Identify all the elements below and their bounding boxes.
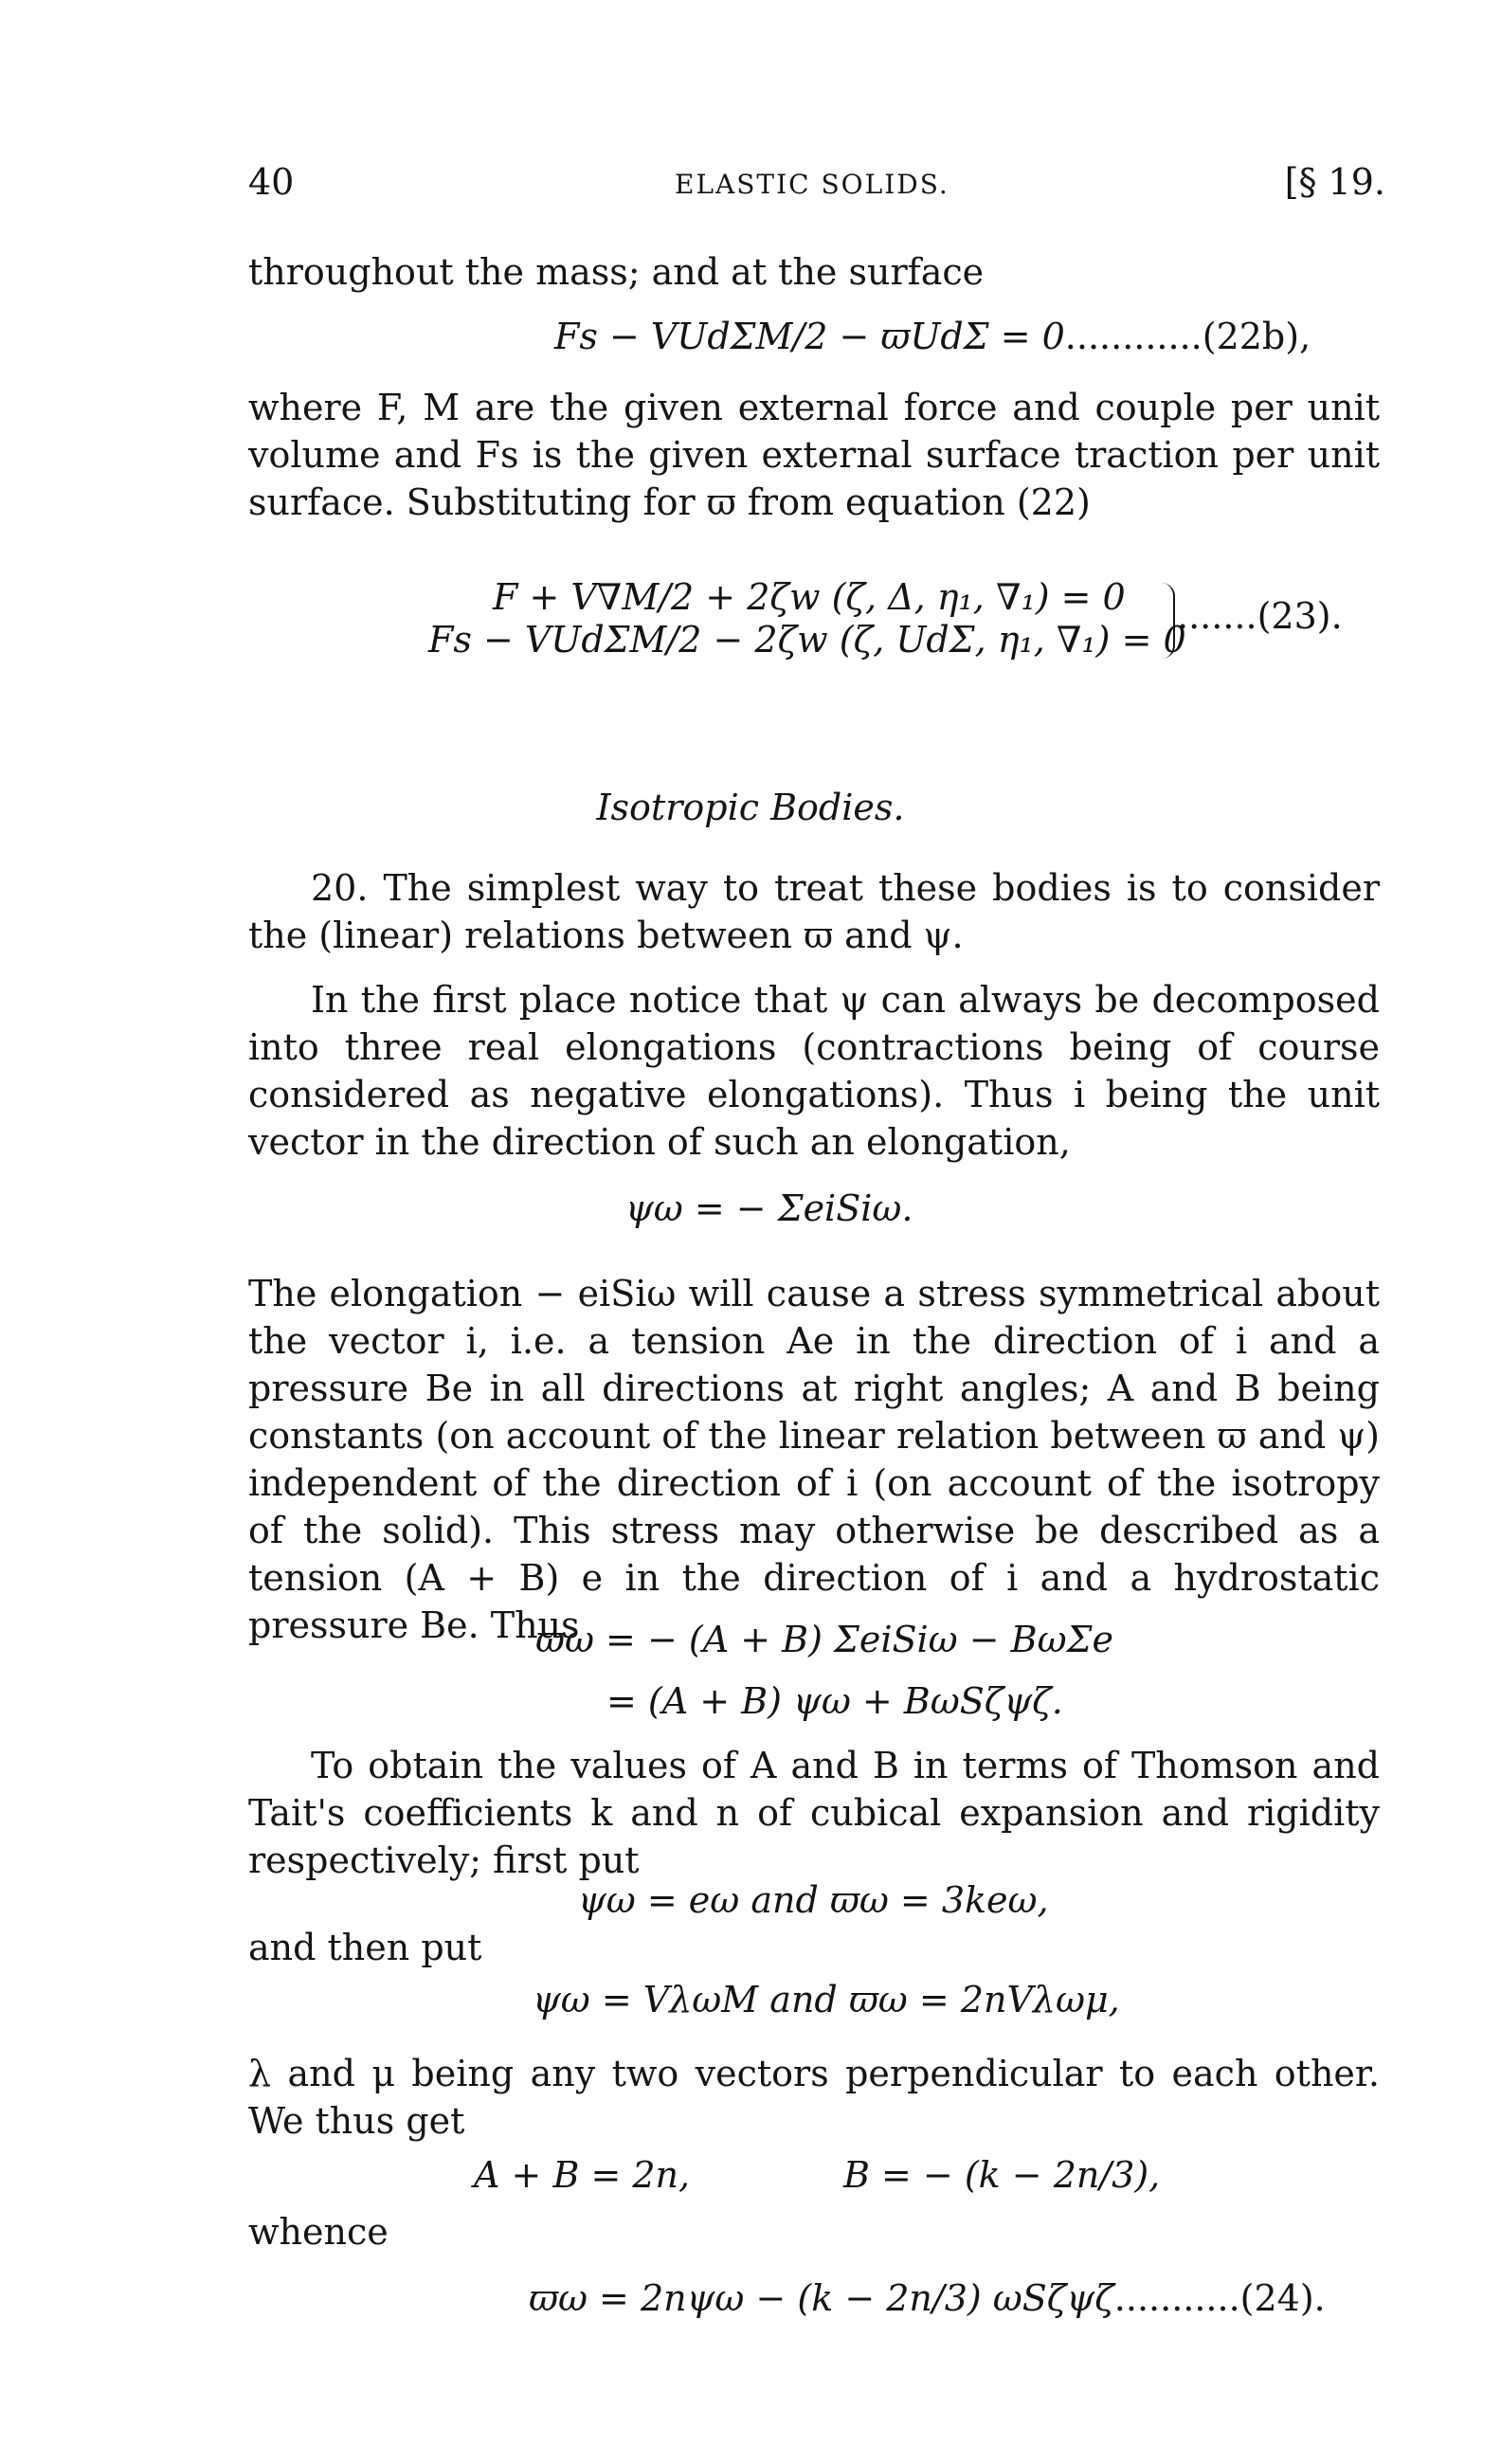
equation-23-line-2: Fs − VUdΣM/2 − 2ζw (ζ, UdΣ, η₁, ∇₁) = 0 [428, 619, 1186, 661]
paragraph-and-then-put: and then put [248, 1927, 482, 1968]
paragraph-intro: throughout the mass; and at the surface [248, 251, 985, 293]
equation-22b-dots: ............ [1064, 316, 1203, 357]
equation-23-brace [1154, 583, 1175, 659]
section-heading: Isotropic Bodies. [596, 787, 905, 828]
equation-then-put: ψω = VλωΜ and ϖω = 2nVλωμ, [533, 1979, 1120, 2020]
equation-22b-expression: Fs − VUdΣM/2 − ϖUdΣ = 0 [554, 316, 1065, 357]
equation-stress-line-1: ϖω = − (A + B) ΣeiSiω − BωΣe [535, 1619, 1113, 1660]
equation-24 [529, 2274, 1326, 2322]
equation-first-put: ψω = eω and ϖω = 3keω, [578, 1879, 1049, 1921]
equation-23-dots: ....... [1177, 595, 1257, 637]
section-marker: [§ 19. [1284, 161, 1385, 203]
paragraph-elongation: The elongation − eiSiω will cause a stress symmetrical about the vector i, i.e. a tension Ae in the direction of i and a pressure Be in all directions at right angles; A and B being constants (on account of the linear relation between ϖ and ψ) independent of the direction of i (on account of the isotropy of the solid). This stress may otherwise be described as a tension (A + B) e in the direction of i and a hydrostatic pressure Be. Thus [248, 1273, 1380, 1646]
paragraph-obtain: To obtain the values of A and B in terms of Thomson and Tait's coefficients k and n of cubical expansion and rigidity respectively; first put [248, 1745, 1380, 1881]
equation-constants-right: B = − (k − 2n/3), [843, 2154, 1161, 2196]
equation-stress-line-2: = (A + B) ψω + BωSζψζ. [606, 1680, 1063, 1722]
paragraph-lambda-mu: λ and μ being any two vectors perpendicular to each other. We thus get [248, 2053, 1380, 2142]
paragraph-first-place: In the first place notice that ψ can always be decomposed into three real elongations (contractions being of course considered as negative elongations). Thus i being the unit vector in the direction of such an elongation, [248, 979, 1380, 1163]
equation-23-number [1177, 592, 1343, 640]
equation-24-expression: ϖω = 2nψω − (k − 2n/3) ωSζψζ [529, 2277, 1114, 2319]
equation-24-dots: ........... [1113, 2277, 1240, 2319]
equation-22b-label: (22b), [1202, 316, 1311, 357]
chapter-title: ELASTIC SOLIDS. [675, 169, 949, 200]
paragraph-whence: whence [248, 2211, 389, 2253]
page-number: 40 [248, 161, 295, 203]
equation-22b [554, 313, 1311, 360]
equation-24-label: (24). [1239, 2277, 1326, 2319]
paragraph-where: where F, M are the given external force and couple per unit volume and Fs is the given external surface traction per unit surface. Substituting for ϖ from equation (22) [248, 387, 1380, 523]
paragraph-20: 20. The simplest way to treat these bodies is to consider the (linear) relations between ϖ and ψ. [248, 867, 1380, 956]
equation-23-line-1: F + V∇M/2 + 2ζw (ζ, Δ, η₁, ∇₁) = 0 [493, 576, 1126, 618]
equation-constants-left: A + B = 2n, [474, 2154, 691, 2196]
running-header [248, 161, 1385, 208]
equation-psi-decomposition: ψω = − ΣeiSiω. [625, 1187, 913, 1229]
equation-23-label: (23). [1257, 595, 1343, 637]
